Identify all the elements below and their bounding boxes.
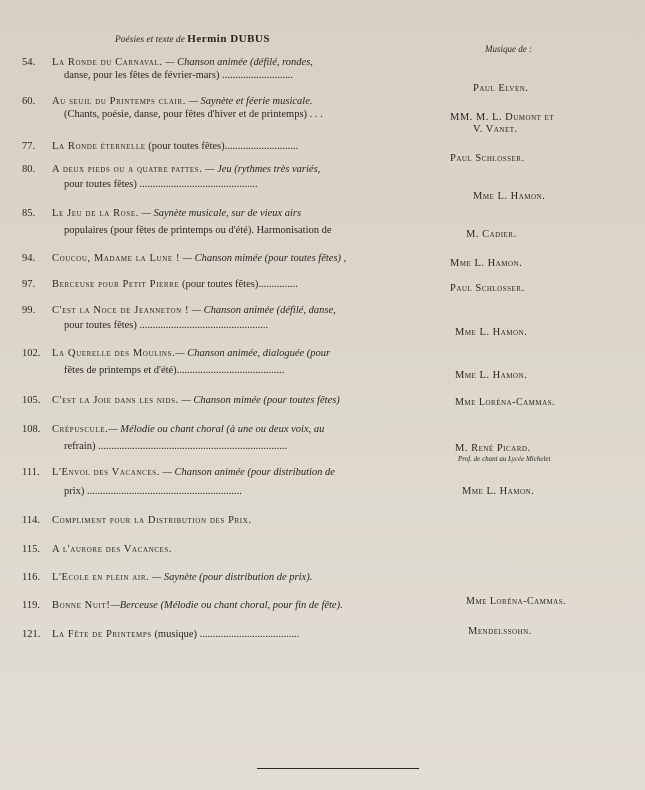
entry-title: Crépuscule. [52,424,109,435]
credit-prefix: Poésies et texte de [115,35,185,45]
composer: Mme Loréna-Cammas. [455,397,556,408]
entry-number: 97. [22,279,36,290]
composer: Paul Schlosser. [450,153,525,164]
entry-description-line2: prix) ........................................................... [64,486,242,497]
entry-description: — Saynète (pour distribution de prix). [149,572,313,583]
entry-number: 116. [22,572,40,583]
footer-rule [257,768,419,769]
entry-number: 108. [22,424,41,435]
composer-note: Prof. de chant au Lycée Michelet [458,455,551,463]
entry-title: Le Jeu de la Rose. [52,208,139,219]
composer: MM. M. L. Dumont et [450,112,555,123]
entry-number: 115. [22,544,40,555]
music-label: Musique de : [485,44,532,54]
entry-description-line2: fêtes de printemps et d'été)......................................... [64,365,285,376]
entry-description: — Chanson mimée (pour toutes fêtes) [178,395,340,406]
entry-description: — Saynète et féerie musicale. [185,96,313,107]
entry-title: Compliment pour la Distribution des Prix. [52,515,252,526]
entry-title: A l'aurore des Vacances. [52,544,173,555]
entry-title: L'Ecole en plein air. [52,572,150,583]
composer: Mme L. Hamon. [462,486,535,497]
composer: Mme L. Hamon. [473,191,546,202]
composer: Mme L. Hamon. [450,258,523,269]
composer: Mme Loréna-Cammas. [466,596,567,607]
entry-number: 119. [22,600,40,611]
entry-description-line2: refrain) ........................................................................ [64,441,288,452]
entry-description-line2: pour toutes fêtes) ............................................. [64,179,258,190]
entry-description: — Chanson animée (défilé, danse, [189,305,336,316]
entry-title: Coucou, Madame la Lune ! [52,253,181,264]
composer: M. René Picard. [455,443,531,454]
composer: Mendelssohn. [468,626,532,637]
entry-number: 94. [22,253,36,264]
composer: Paul Elven. [473,83,529,94]
entry-number: 102. [22,348,41,359]
entry-title: L'Envol des Vacances. [52,467,160,478]
entry-number: 54. [22,57,36,68]
entry-number: 111. [22,467,40,478]
composer: Mme L. Hamon. [455,370,528,381]
composer: M. Cadier. [466,229,517,240]
entry-number: 121. [22,629,41,640]
composer: Mme L. Hamon. [455,327,528,338]
entry-description: — Chanson animée (pour distribution de [159,467,335,478]
entry-number: 60. [22,96,36,107]
entry-title: Au seuil du Printemps clair. [52,96,186,107]
entry-description: — Chanson animée (défilé, rondes, [162,57,313,68]
entry-title: A deux pieds ou a quatre pattes. [52,164,203,175]
entry-description: (pour toutes fêtes)............... [179,279,298,290]
entry-title: La Fête de Printemps [52,629,152,640]
entry-number: 77. [22,141,36,152]
entry-description-line2: populaires (pour fêtes de printemps ou d'été). Harmonisation de [64,225,332,236]
entry-number: 80. [22,164,36,175]
page-header [115,33,270,45]
author-name: Hermin DUBUS [187,33,270,45]
composer: Paul Schlosser. [450,283,525,294]
entry-title: Berceuse pour Petit Pierre [52,279,180,290]
entry-number: 85. [22,208,36,219]
entry-title: La Ronde du Carnaval. [52,57,163,68]
entry-description: (pour toutes fêtes)............................ [145,141,299,152]
entry-description: (musique) ...................................... [151,629,300,640]
entry-description: — Chanson animée, dialoguée (pour [175,348,331,359]
entry-number: 114. [22,515,40,526]
entry-description: — Mélodie ou chant choral (à une ou deux voix, au [108,424,325,435]
entry-description-line2: pour toutes fêtes) ................................................. [64,320,269,331]
entry-description: —Berceuse (Mélodie ou chant choral, pour fin de fête). [110,600,343,611]
entry-title: C'est la Joie dans les nids. [52,395,179,406]
entry-description-line2: (Chants, poésie, danse, pour fêtes d'hiver et de printemps) . . . [64,109,323,120]
entry-title: La Querelle des Moulins. [52,348,176,359]
composer: V. Vanet. [473,124,518,135]
entry-number: 99. [22,305,36,316]
entry-title: C'est la Noce de Jeanneton ! [52,305,190,316]
entry-description: — Jeu (rythmes très variés, [202,164,321,175]
entry-title: Bonne Nuit! [52,600,111,611]
entry-description: — Saynète musicale, sur de vieux airs [138,208,302,219]
entry-number: 105. [22,395,41,406]
entry-description: — Chanson mimée (pour toutes fêtes) , [180,253,347,264]
entry-description-line2: danse, pour les fêtes de février-mars) ........................... [64,70,293,81]
entry-title: La Ronde éternelle [52,141,146,152]
